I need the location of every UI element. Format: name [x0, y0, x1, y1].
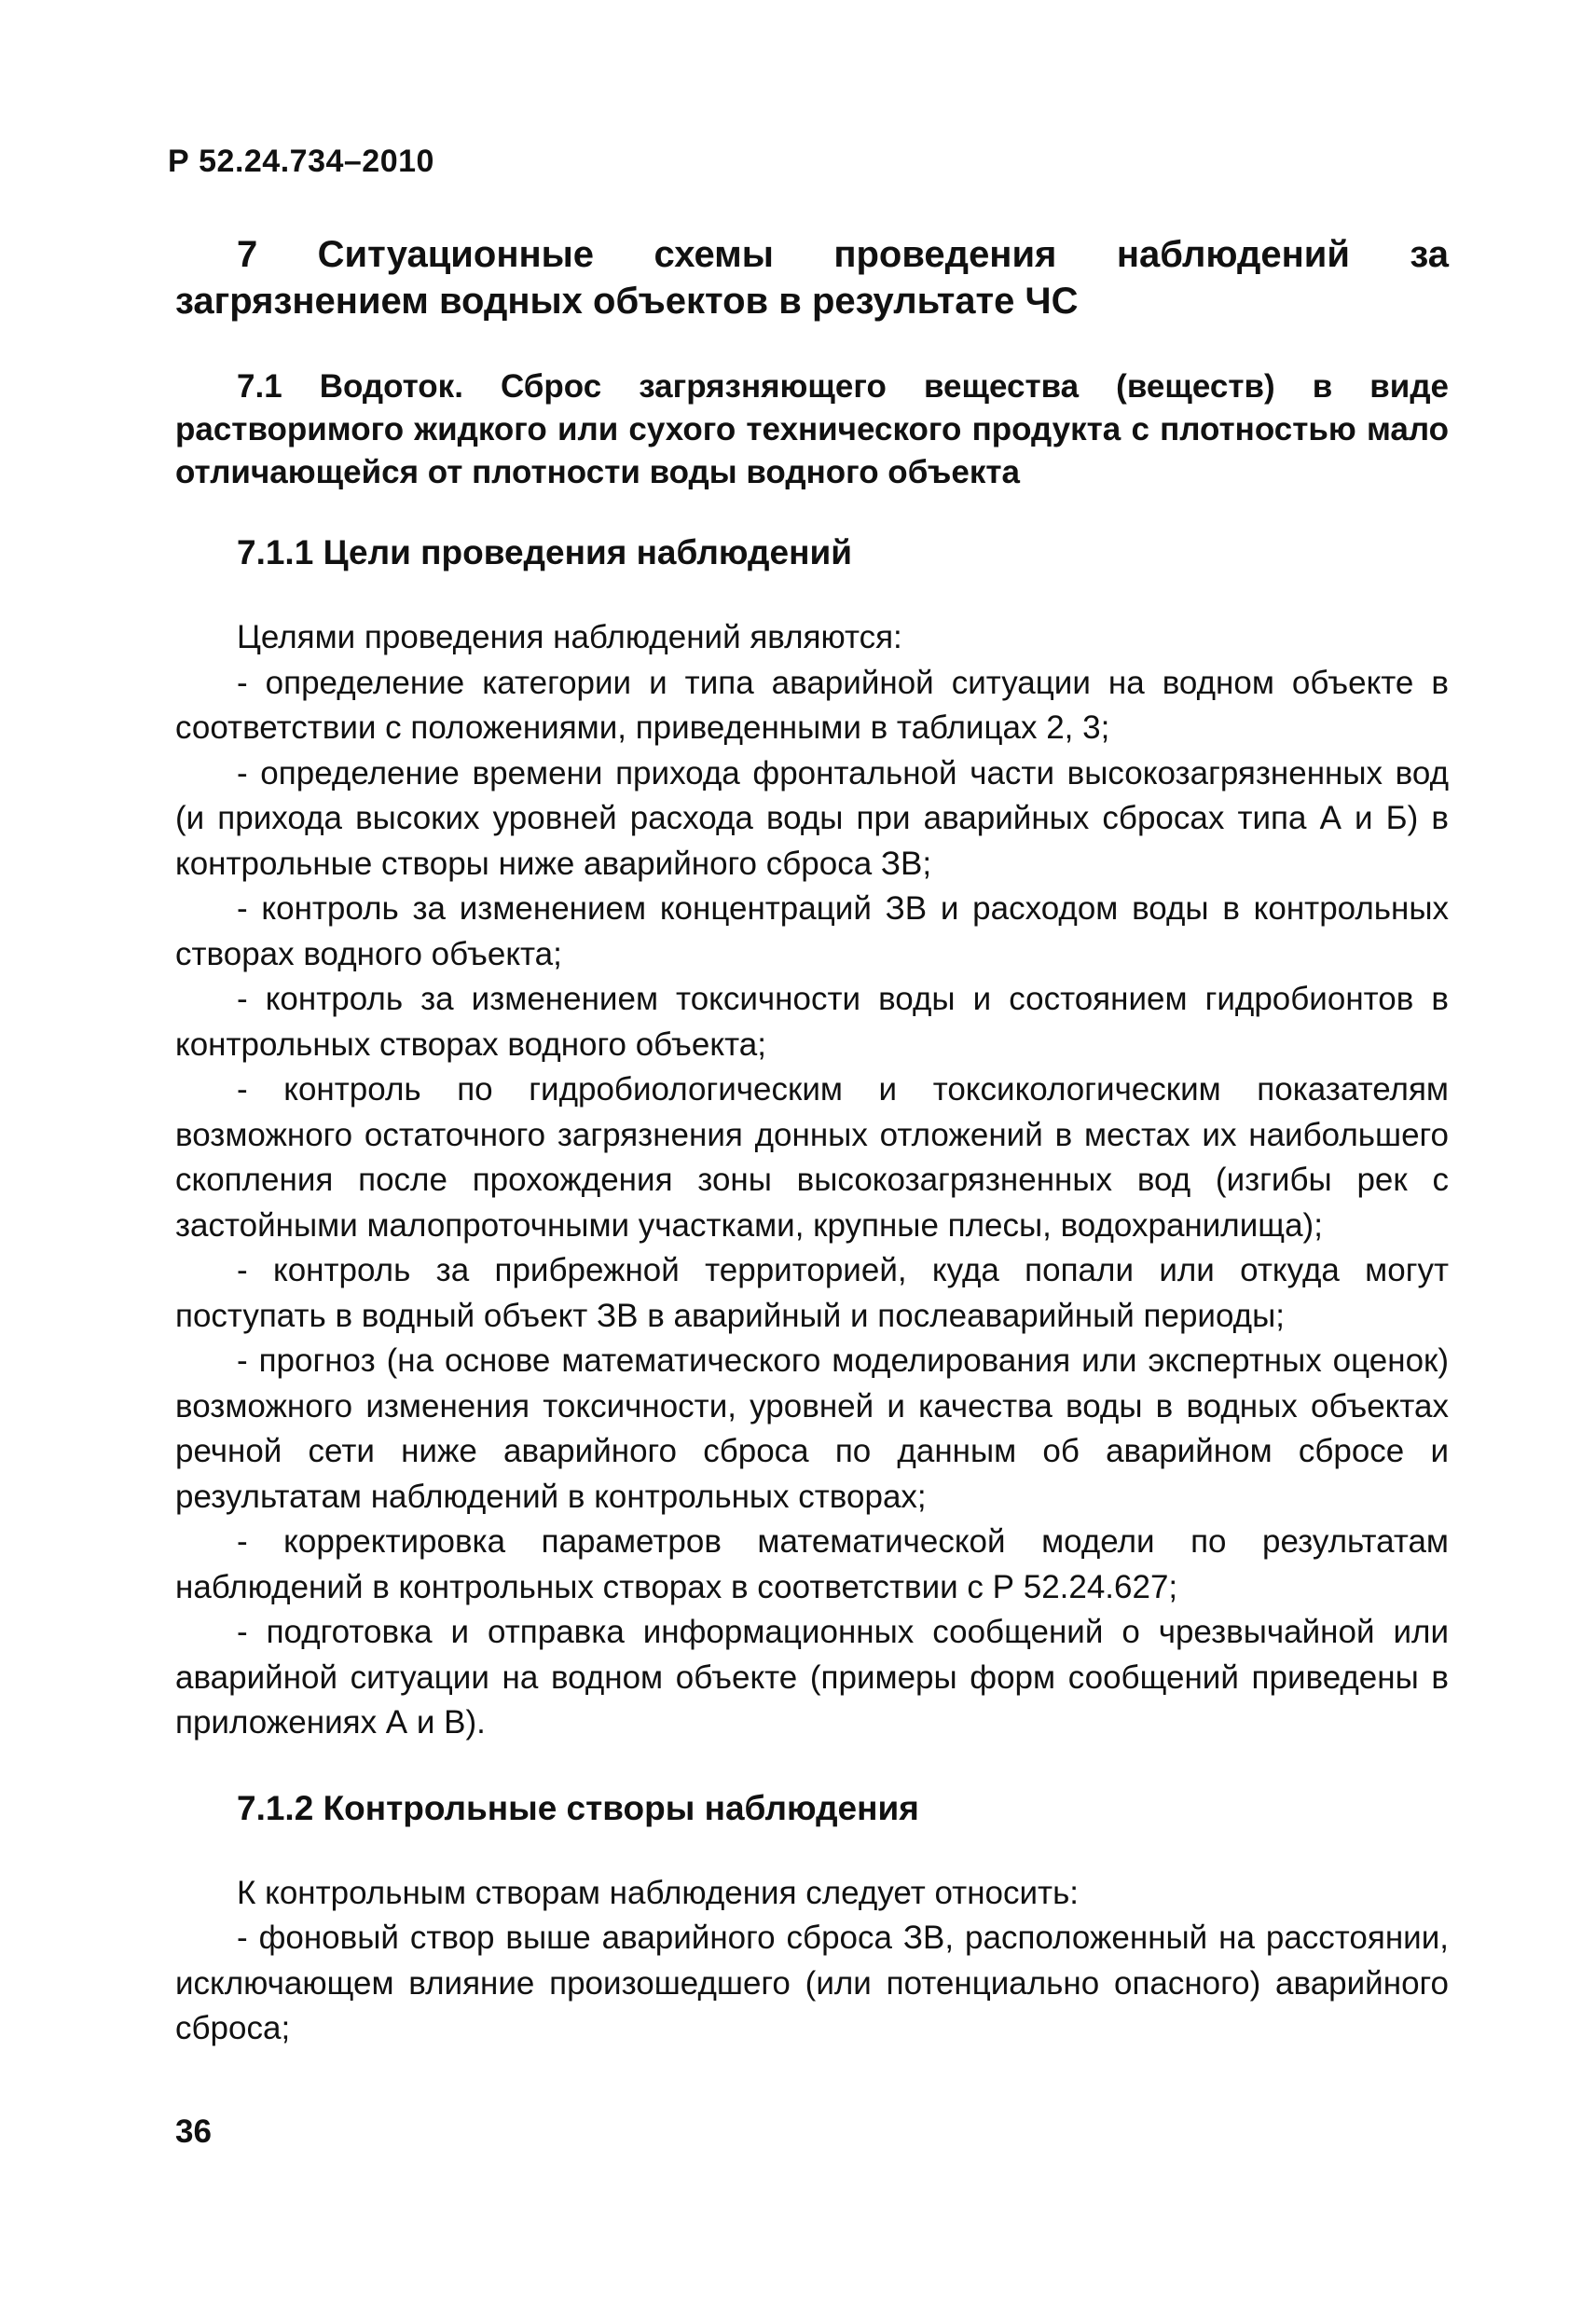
list-item: - контроль по гидробиологическим и токсикологическим показателям возможного остаточного загрязнения донных отложений в местах их наибольшего скопления после прохождения зоны высокозагрязненных вод (изгибы рек с застойными малопроточными участками, крупные плесы, водохранилища);: [175, 1071, 1449, 1244]
list-item: - прогноз (на основе математического моделирования или экспертных оценок) возможного изменения токсичности, уровней и качества воды в водных объектах речной сети ниже аварийного сброса по данным об аварийном сбросе и результатам наблюдений в контрольных створах;: [175, 1342, 1449, 1515]
clause-title-control-sections: 7.1.2 Контрольные створы наблюдения: [237, 1788, 919, 1827]
clause-intro-control-sections: К контрольным створам наблюдения следует относить:: [237, 1874, 1080, 1911]
page-content: [175, 231, 1449, 2052]
clause-intro-goals: Целями проведения наблюдений являются:: [237, 619, 902, 655]
list-item: - контроль за изменением токсичности воды и состоянием гидробионтов в контрольных створах водного объекта;: [175, 981, 1449, 1063]
list-item: - корректировка параметров математической модели по результатам наблюдений в контрольных створах в соответствии с Р 52.24.627;: [175, 1523, 1449, 1605]
page-number: 36: [175, 2113, 212, 2150]
list-item: - фоновый створ выше аварийного сброса ЗВ, расположенный на расстоянии, исключающем влияние произошедшего (или потенциально опасного) аварийного сброса;: [175, 1920, 1449, 2046]
subsection-title: 7.1 Водоток. Сброс загрязняющего вещества (веществ) в виде растворимого жидкого или сухого технического продукта с плотностью мало отличающейся от плотности воды водного объекта: [175, 368, 1449, 490]
list-item: - контроль за изменением концентраций ЗВ и расходом воды в контрольных створах водного объекта;: [175, 890, 1449, 972]
list-item: - подготовка и отправка информационных сообщений о чрезвычайной или аварийной ситуации на водном объекте (примеры форм сообщений приведены в приложениях А и В).: [175, 1614, 1449, 1741]
clause-title-goals: 7.1.1 Цели проведения наблюдений: [237, 533, 852, 571]
list-item: - контроль за прибрежной территорией, куда попали или откуда могут поступать в водный объект ЗВ в аварийный и послеаварийный периоды;: [175, 1252, 1449, 1334]
section-title: 7 Ситуационные схемы проведения наблюдений за загрязнением водных объектов в результате ЧС: [175, 234, 1449, 322]
document-code: Р 52.24.734–2010: [168, 144, 434, 179]
list-item: - определение времени прихода фронтальной части высокозагрязненных вод (и прихода высоких уровней расхода воды при аварийных сбросах типа А и Б) в контрольные створы ниже аварийного сброса ЗВ;: [175, 754, 1449, 882]
list-item: - определение категории и типа аварийной ситуации на водном объекте в соответствии с положениями, приведенными в таблицах 2, 3;: [175, 664, 1449, 746]
spacer: [175, 1746, 1449, 1787]
